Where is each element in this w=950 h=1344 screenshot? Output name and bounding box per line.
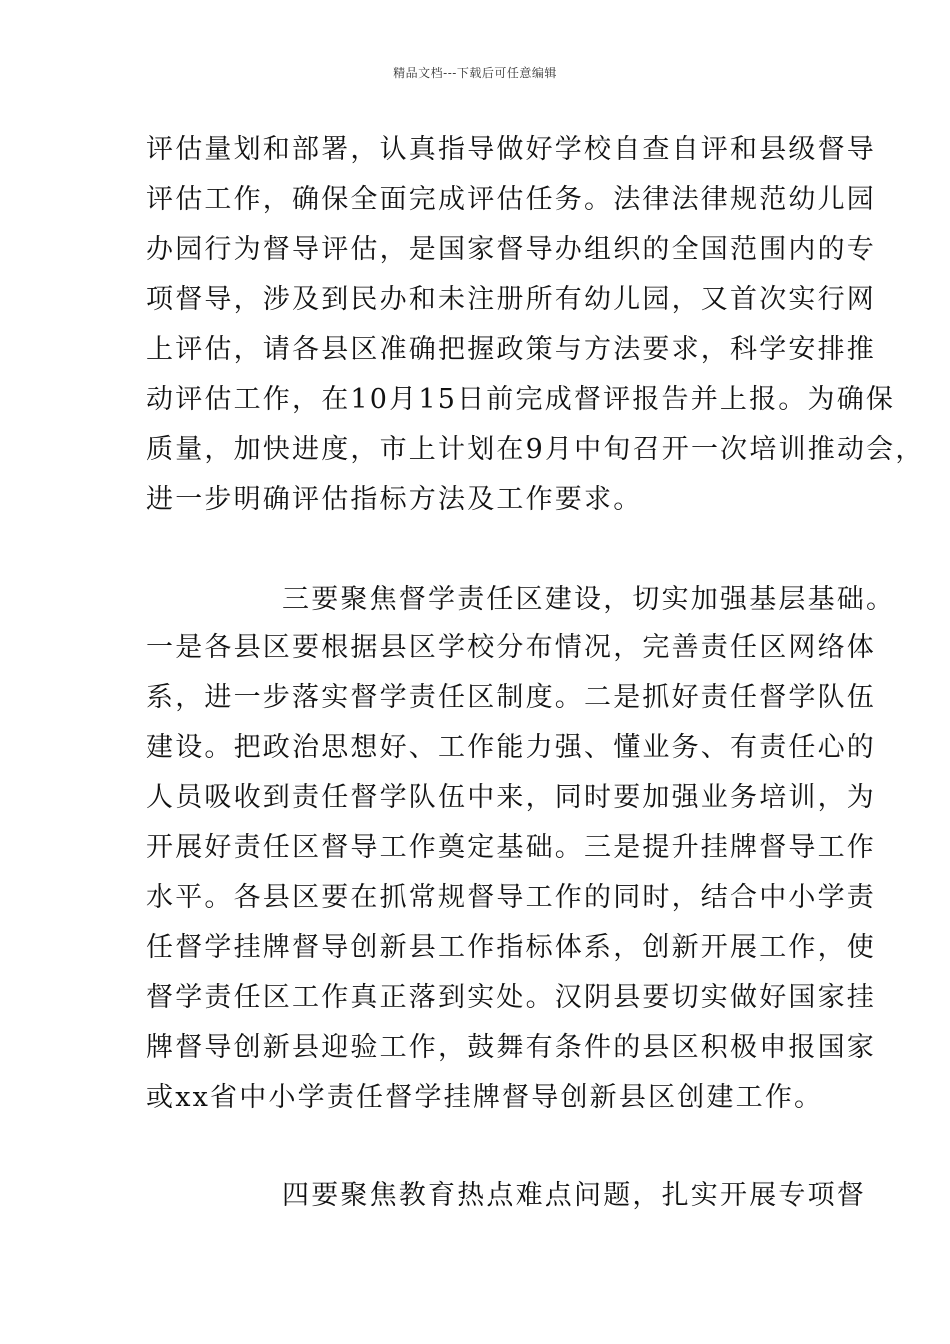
text-line: 牌督导创新县迎验工作，鼓舞有条件的县区积极申报国家 [146,1032,876,1063]
section-heading-line: 四要聚焦教育热点难点问题，扎实开展专项督 [282,1180,866,1211]
section-heading-line: 三要聚焦督学责任区建设，切实加强基层基础。 [282,584,896,615]
text-line: 系，进一步落实督学责任区制度。二是抓好责任督学队伍 [146,682,876,713]
text-line: 或xx省中小学责任督学挂牌督导创新县区创建工作。 [146,1082,824,1113]
text-line: 一是各县区要根据县区学校分布情况，完善责任区网络体 [146,632,876,663]
text-line: 进一步明确评估指标方法及工作要求。 [146,484,643,515]
text-line: 质量，加快进度，市上计划在9月中旬召开一次培训推动会， [146,434,925,465]
text-line: 评估工作，确保全面完成评估任务。法律法律规范幼儿园 [146,184,876,215]
text-line: 督学责任区工作真正落到实处。汉阴县要切实做好国家挂 [146,982,876,1013]
page-header: 精品文档---下载后可任意编辑 [393,66,557,80]
text-line: 水平。各县区要在抓常规督导工作的同时，结合中小学责 [146,882,876,913]
text-line: 上评估，请各县区准确把握政策与方法要求，科学安排推 [146,334,876,365]
text-line: 评估量划和部署，认真指导做好学校自查自评和县级督导 [146,134,876,165]
text-line: 项督导，涉及到民办和未注册所有幼儿园，又首次实行网 [146,284,876,315]
text-line: 建设。把政治思想好、工作能力强、懂业务、有责任心的 [146,732,876,763]
text-line: 开展好责任区督导工作奠定基础。三是提升挂牌督导工作 [146,832,876,863]
text-line: 动评估工作，在10月15日前完成督评报告并上报。为确保 [146,384,896,415]
text-line: 任督学挂牌督导创新县工作指标体系，创新开展工作，使 [146,932,876,963]
text-line: 人员吸收到责任督学队伍中来，同时要加强业务培训，为 [146,782,876,813]
text-line: 办园行为督导评估，是国家督导办组织的全国范围内的专 [146,234,876,265]
